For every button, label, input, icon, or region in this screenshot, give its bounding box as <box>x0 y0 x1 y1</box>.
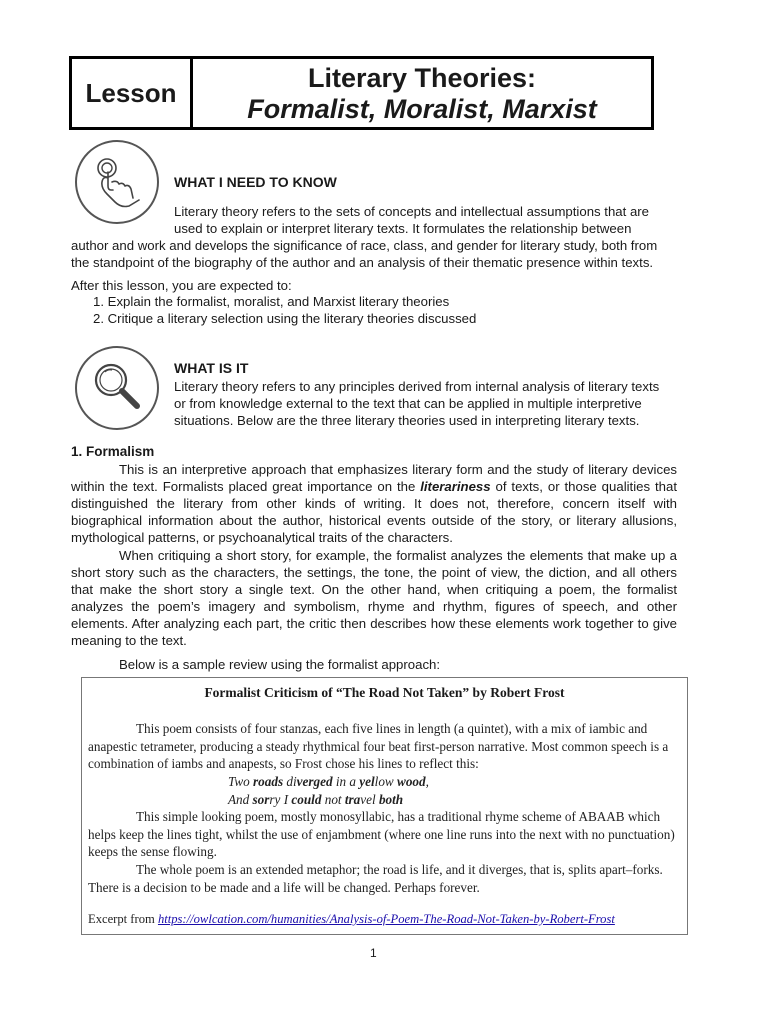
section-heading-need-to-know: WHAT I NEED TO KNOW <box>174 174 337 190</box>
stressed-syllable: tra <box>344 792 361 807</box>
unstressed-syllable: And <box>228 792 253 807</box>
lesson-title <box>193 59 651 127</box>
stressed-syllable: roads <box>253 774 284 789</box>
verse-line-1 <box>228 773 429 791</box>
verse-line-2 <box>228 791 403 809</box>
section-heading-what-is-it: WHAT IS IT <box>174 360 249 376</box>
stressed-syllable: could <box>291 792 322 807</box>
stressed-syllable: both <box>378 792 404 807</box>
intro-line-4: the standpoint of the biography of the author and an analysis of their thematic presence within texts. <box>71 255 654 270</box>
what-is-it-line-3: situations. Below are the three literary theories used in interpreting literary texts. <box>174 413 640 428</box>
unstressed-syllable: di <box>283 774 297 789</box>
stressed-syllable: wood <box>397 774 426 789</box>
unstressed-syllable: low <box>374 774 398 789</box>
stressed-syllable: sor <box>252 792 270 807</box>
excerpt-source <box>88 911 615 929</box>
intro-line-3: author and work and develops the significance of race, class, and gender for literary study, both from <box>71 238 658 253</box>
lesson-label: Lesson <box>72 59 193 127</box>
unstressed-syllable: not <box>321 792 345 807</box>
stressed-syllable: yel <box>359 774 375 789</box>
formalism-paragraph-3: Below is a sample review using the formalist approach: <box>119 657 441 672</box>
intro-line-1: Literary theory refers to the sets of concepts and intellectual assumptions that are <box>174 204 650 219</box>
after-lesson-text: After this lesson, you are expected to: <box>71 278 292 293</box>
lesson-header <box>69 56 654 130</box>
sample-review-box <box>81 677 688 935</box>
sample-paragraph-2: This simple looking poem, mostly monosyllabic, has a traditional rhyme scheme of ABAAB which helps keep the lines tight, whilst the use of enjambment (where one line runs into the next with no punctuation) keeps the sense flowing. <box>88 809 675 859</box>
formalism-heading: 1. Formalism <box>71 444 155 459</box>
intro-line-2: used to explain or interpret literary texts. It formulates the relationship between <box>174 221 632 236</box>
excerpt-label: Excerpt from <box>88 912 158 926</box>
what-is-it-line-1: Literary theory refers to any principles derived from internal analysis of literary texts <box>174 379 660 394</box>
excerpt-link[interactable]: https://owlcation.com/humanities/Analysis-of-Poem-The-Road-Not-Taken-by-Robert-Frost <box>157 912 615 926</box>
what-is-it-line-2: or from knowledge external to the text that can be applied in multiple interpretive <box>174 396 642 411</box>
formalism-paragraph-1: This is an interpretive approach that emphasizes literary form and the study of literary devices within the text. Formalists placed great importance on the literariness of texts, or those qualities that distinguished the literary from other kinds of writing. It does not, therefore, concern itself with biographical information about the author, historical events outside of the story, or literary allusions, mythological patterns, or psychoanalytical traits of the characters. <box>71 462 677 545</box>
title-line-1: Literary Theories: <box>307 63 537 93</box>
sample-paragraph-1: This poem consists of four stanzas, each five lines in length (a quintet), with a mix of iambic and anapestic tetrameter, producing a steady rhythmical four beat first-person narrative. Most common speech is a combination of iambs and anapests, so Frost chose his lines to reflect this: <box>88 721 669 771</box>
literariness-term: literariness <box>420 479 491 494</box>
unstressed-syllable: , <box>425 774 429 789</box>
pointing-hand-icon <box>75 140 159 224</box>
title-line-2: Formalist, Moralist, Marxist <box>247 94 597 124</box>
formalism-paragraph-2: When critiquing a short story, for example, the formalist analyzes the elements that make up a short story such as the characters, the settings, the tone, the point of view, the diction, and all others that make the short story a single text. On the other hand, when critiquing a poem, the formalist analyzes the poem’s imagery and symbolism, rhyme and rhythm, figures of speech, and other elements. After analyzing each part, the critic then describes how these elements work together to give meaning to the text. <box>71 548 677 648</box>
magnifying-glass-icon <box>75 346 159 430</box>
objective-item: 2. Critique a literary selection using the literary theories discussed <box>93 311 477 326</box>
stressed-syllable: verged <box>296 774 333 789</box>
sample-paragraph-3: The whole poem is an extended metaphor; the road is life, and it diverges, that is, splits apart–forks. There is a decision to be made and a life will be changed. Perhaps forever. <box>88 862 663 895</box>
unstressed-syllable: Two <box>228 774 254 789</box>
page-number: 1 <box>370 946 377 960</box>
objective-item: 1. Explain the formalist, moralist, and Marxist literary theories <box>93 294 450 309</box>
unstressed-syllable: in a <box>332 774 360 789</box>
unstressed-syllable: vel <box>360 792 379 807</box>
unstressed-syllable: ry I <box>269 792 292 807</box>
sample-title: Formalist Criticism of “The Road Not Taken” by Robert Frost <box>204 685 565 700</box>
